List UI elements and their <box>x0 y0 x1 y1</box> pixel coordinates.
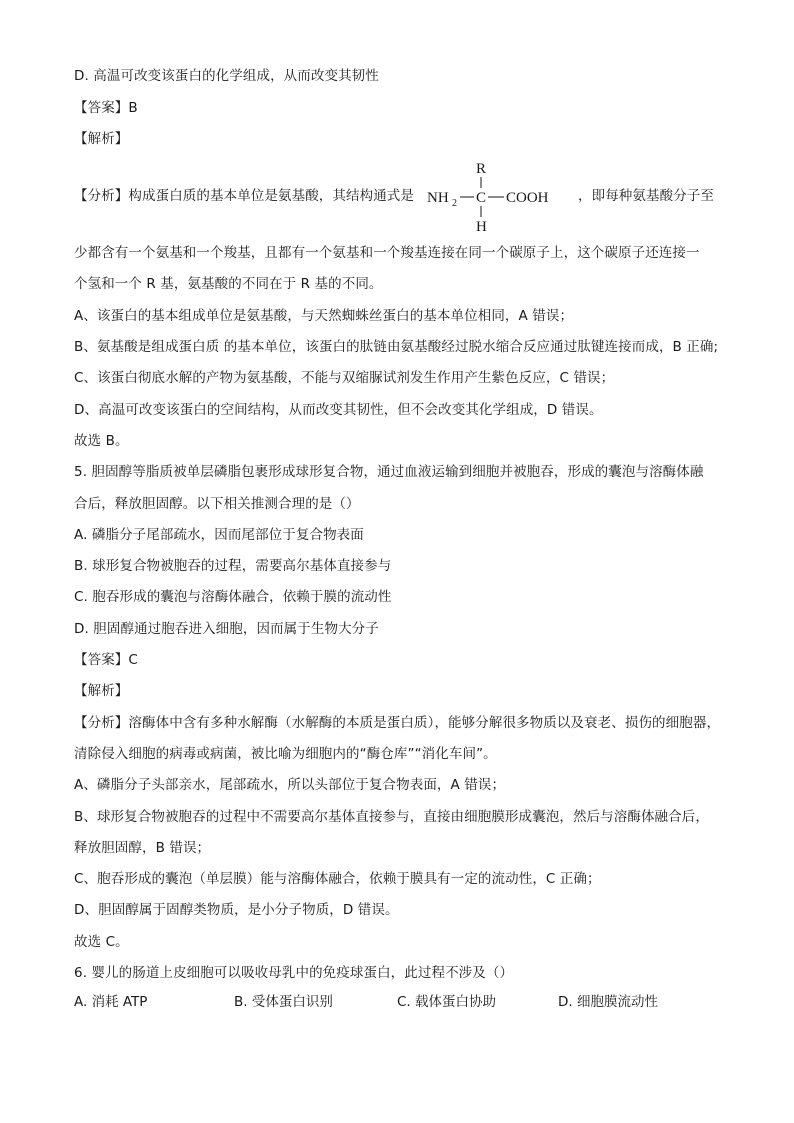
question-6-stem: 6. 婴儿的肠道上皮细胞可以吸收母乳中的免疫球蛋白，此过程不涉及（） <box>74 965 514 981</box>
explanation-b-q5-line2: 释放胆固醇，B 错误； <box>74 840 211 856</box>
explanation-a-q5: A、磷脂分子头部亲水，尾部疏水，所以头部位于复合物表面，A 错误； <box>74 777 506 793</box>
formula-amino-sub: 2 <box>452 198 457 209</box>
analysis-text-q4-line2: 少都含有一个氨基和一个羧基，且都有一个氨基和一个羧基连接在同一个碳原子上，这个碳原子还连接一 <box>74 245 700 261</box>
option-c-q6: C. 载体蛋白协助 <box>397 994 497 1010</box>
amino-acid-formula-svg <box>424 158 564 238</box>
analysis-heading-q5: 【解析】 <box>74 683 129 699</box>
answer-q5: 【答案】C <box>74 652 138 668</box>
option-a-q6: A. 消耗 ATP <box>74 994 148 1010</box>
explanation-c-q4: C、该蛋白彻底水解的产物为氨基酸，不能与双缩脲试剂发生作用产生紫色反应，C 错误； <box>74 370 615 386</box>
analysis-text-q4-part1: 【分析】构成蛋白质的基本单位是氨基酸，其结构通式是 <box>74 188 414 204</box>
question-5-stem-line1: 5. 胆固醇等脂质被单层磷脂包裹形成球形复合物，通过血液运输到细胞并被胞吞，形成的囊泡与溶酶体融 <box>74 464 704 480</box>
analysis-text-q5-line1: 【分析】溶酶体中含有多种水解酶（水解酶的本质是蛋白质），能够分解很多物质以及衰老、损伤的细胞器， <box>74 715 721 731</box>
option-d-q6: D. 细胞膜流动性 <box>558 994 658 1010</box>
conclusion-q5: 故选 C。 <box>74 934 129 950</box>
formula-carboxyl: COOH <box>506 190 549 206</box>
formula-r-group: R <box>476 161 487 177</box>
option-c-q5: C. 胞吞形成的囊泡与溶酶体融合，依赖于膜的流动性 <box>74 589 392 605</box>
option-d-q5: D. 胆固醇通过胞吞进入细胞，因而属于生物大分子 <box>74 621 379 637</box>
answer-q4: 【答案】B <box>74 100 138 116</box>
conclusion-q4: 故选 B。 <box>74 433 129 449</box>
option-b-q6: B. 受体蛋白识别 <box>234 994 333 1010</box>
analysis-text-q4-line3: 个氢和一个 R 基，氨基酸的不同在于 R 基的不同。 <box>74 276 383 292</box>
explanation-d-q4: D、高温可改变该蛋白的空间结构，从而改变其韧性，但不会改变其化学组成，D 错误。 <box>74 402 603 418</box>
explanation-c-q5: C、胞吞形成的囊泡（单层膜）能与溶酶体融合，依赖于膜具有一定的流动性，C 正确； <box>74 871 601 887</box>
explanation-b-q4: B、氨基酸是组成蛋白质 的基本单位，该蛋白的肽链由氨基酸经过脱水缩合反应通过肽键连接而成，B 正确; <box>74 339 719 355</box>
formula-carbon: C <box>476 190 487 206</box>
option-d-q4: D. 高温可改变该蛋白的化学组成，从而改变其韧性 <box>74 68 379 84</box>
option-a-q5: A. 磷脂分子尾部疏水，因而尾部位于复合物表面 <box>74 527 364 543</box>
formula-hydrogen: H <box>476 219 487 235</box>
explanation-b-q5-line1: B、球形复合物被胞吞的过程中不需要高尔基体直接参与，直接由细胞膜形成囊泡，然后与溶酶体融合后， <box>74 809 709 825</box>
analysis-text-q5-line2: 清除侵入细胞的病毒或病菌，被比喻为细胞内的“酶仓库”“消化车间”。 <box>74 746 497 762</box>
option-b-q5: B. 球形复合物被胞吞的过程，需要高尔基体直接参与 <box>74 558 392 574</box>
analysis-text-q4-part2: ，即每种氨基酸分子至 <box>578 188 714 204</box>
analysis-heading-q4: 【解析】 <box>74 131 129 147</box>
formula-amino: NH <box>427 190 449 206</box>
amino-acid-structural-formula <box>424 158 564 238</box>
question-5-stem-line2: 合后，释放胆固醇。以下相关推测合理的是（） <box>74 496 360 512</box>
explanation-a-q4: A、该蛋白的基本组成单位是氨基酸，与天然蜘蛛丝蛋白的基本单位相同，A 错误； <box>74 308 574 324</box>
explanation-d-q5: D、胆固醇属于固醇类物质，是小分子物质，D 错误。 <box>74 902 399 918</box>
